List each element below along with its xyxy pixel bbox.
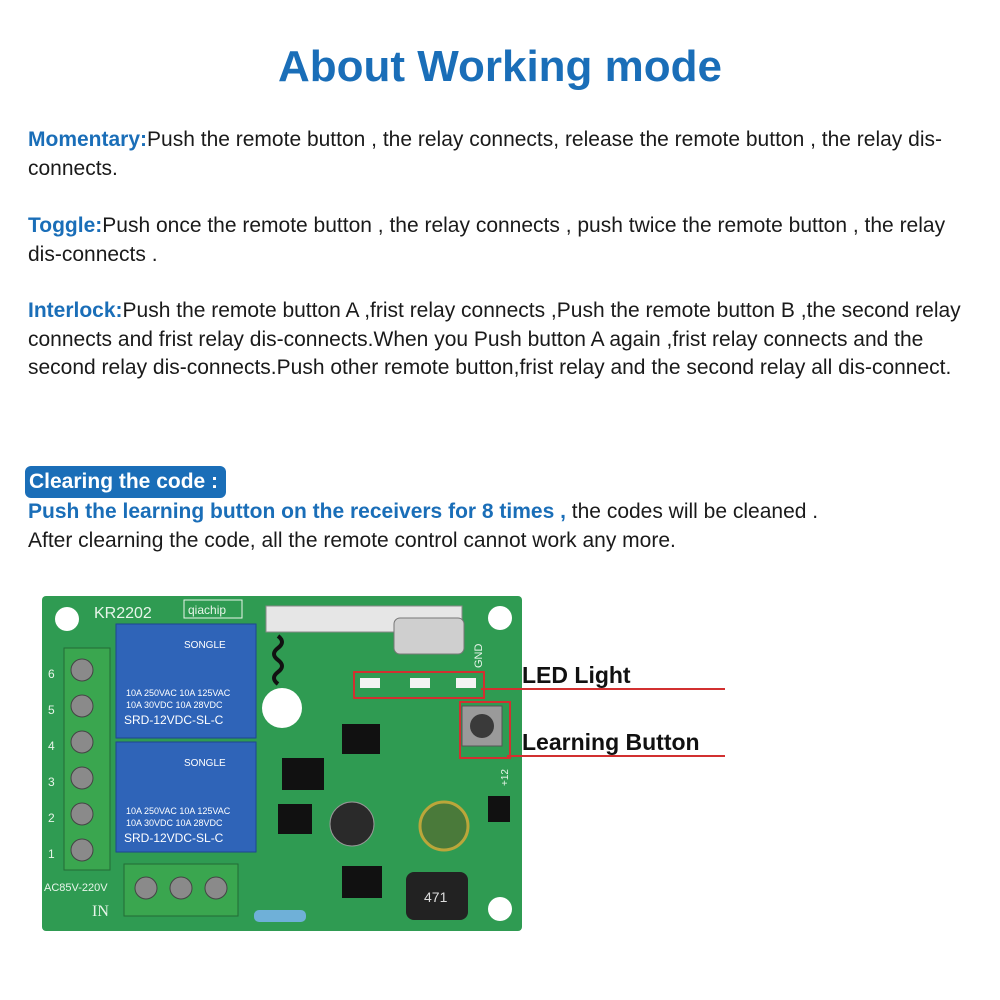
- terminal-screw: [205, 877, 227, 899]
- relay-rating: 10A 250VAC 10A 125VAC: [126, 688, 231, 698]
- page-title: About Working mode: [277, 42, 723, 91]
- terminal-screw: [71, 695, 93, 717]
- mount-hole: [262, 688, 302, 728]
- inductor-label: 471: [424, 889, 448, 905]
- ic-chip: [278, 804, 312, 834]
- terminal-number: 6: [48, 667, 55, 681]
- mode-label: Toggle:: [28, 214, 103, 237]
- output-terminal: [64, 648, 110, 870]
- mode-label: Interlock:: [28, 299, 123, 322]
- mode-text: Push once the remote button , the relay connects , push twice the remote button , the relay dis-connects .: [28, 214, 946, 266]
- mode-interlock: [28, 297, 978, 383]
- gnd-label: GND: [473, 643, 485, 668]
- relay-rating: 10A 30VDC 10A 28VDC: [126, 818, 223, 828]
- ic-chip: [282, 758, 324, 790]
- input-voltage-label: AC85V-220V: [44, 882, 108, 894]
- relay-brand: SONGLE: [184, 758, 226, 769]
- terminal-screw: [71, 659, 93, 681]
- led-light-label: LED Light: [522, 662, 631, 688]
- ic-chip: [342, 724, 380, 754]
- relay-rating: 10A 250VAC 10A 125VAC: [126, 806, 231, 816]
- mount-hole: [488, 897, 512, 921]
- relay-model: SRD-12VDC-SL-C: [124, 713, 224, 727]
- terminal-screw: [170, 877, 192, 899]
- mode-label: Momentary:: [28, 128, 148, 151]
- button-highlight-box: [459, 701, 511, 759]
- terminal-screw: [71, 839, 93, 861]
- relay-board-image: [42, 596, 522, 931]
- terminal-screw: [71, 731, 93, 753]
- capacitor: [330, 802, 374, 846]
- learning-button-label: Learning Button: [522, 729, 700, 755]
- led-highlight-box: [353, 671, 485, 699]
- mode-text: Push the remote button , the relay connects, release the remote button , the relay dis-connects.: [28, 128, 942, 180]
- terminal-screw: [71, 803, 93, 825]
- terminal-number: 1: [48, 847, 55, 861]
- relay-brand: SONGLE: [184, 640, 226, 651]
- clearing-line-2: After clearning the code, all the remote control cannot work any more.: [28, 529, 676, 552]
- clearing-rest: the codes will be cleaned .: [565, 500, 819, 523]
- mode-toggle: [28, 212, 978, 269]
- plus12-label: +12: [500, 769, 511, 786]
- terminal-screw: [135, 877, 157, 899]
- board-model-label: KR2202: [94, 605, 152, 622]
- brand-label: qiachip: [188, 603, 227, 617]
- terminal-screw: [71, 767, 93, 789]
- ic-chip: [342, 866, 382, 898]
- crystal: [394, 618, 464, 654]
- terminal-number: 3: [48, 775, 55, 789]
- resistor: [254, 910, 306, 922]
- terminal-number: 5: [48, 703, 55, 717]
- clearing-heading: Clearing the code :: [25, 466, 226, 498]
- terminal-number: 4: [48, 739, 55, 753]
- capacitor: [420, 802, 468, 850]
- mode-text: Push the remote button A ,frist relay connects ,Push the remote button B ,the second relay connects and frist relay dis-connects.When you Push button A again ,frist relay connects and the second relay dis-connects.Push other remote button,frist relay and the second relay all dis-connect.: [28, 299, 961, 379]
- clearing-body: [28, 497, 978, 555]
- relay-rating: 10A 30VDC 10A 28VDC: [126, 700, 223, 710]
- transistor: [488, 796, 510, 822]
- mode-momentary: [28, 126, 978, 183]
- mount-hole: [488, 606, 512, 630]
- clearing-line-1: [28, 497, 978, 526]
- relay-model: SRD-12VDC-SL-C: [124, 831, 224, 845]
- clearing-bold: Push the learning button on the receivers for 8 times ,: [28, 500, 566, 523]
- in-label: IN: [92, 903, 109, 920]
- terminal-number: 2: [48, 811, 55, 825]
- mount-hole: [55, 607, 79, 631]
